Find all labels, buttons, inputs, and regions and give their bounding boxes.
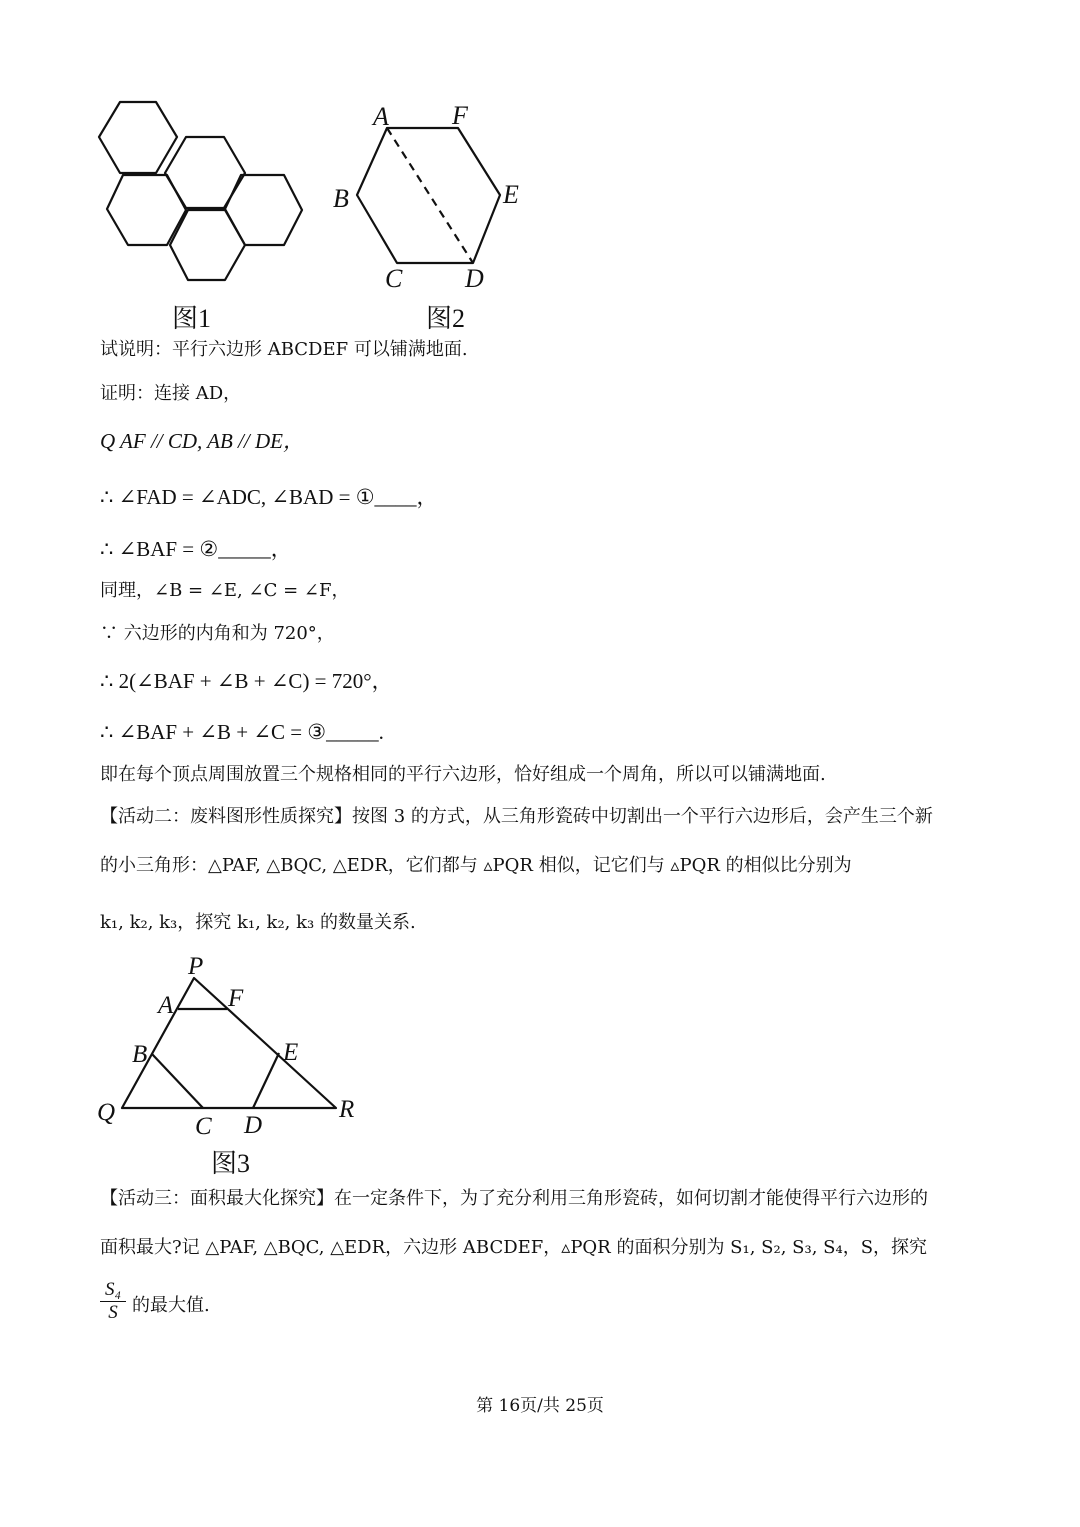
- label-r: R: [339, 1096, 355, 1123]
- label-d: D: [465, 264, 484, 293]
- segment-bc: [152, 1054, 203, 1108]
- label-c: C: [195, 1113, 212, 1140]
- figure-3-caption: 图3: [211, 1149, 251, 1178]
- figure-1-hexagon-tiling: [90, 95, 315, 290]
- text-line-1: 试说明：平行六边形 ABCDEF 可以铺满地面.: [100, 339, 468, 360]
- text-line-9: ∴ ∠BAF + ∠B + ∠C = ③_____.: [100, 720, 384, 744]
- label-d: D: [244, 1112, 263, 1139]
- text-line-2: 证明：连接 AD，: [100, 383, 242, 404]
- fraction-numerator: S₄: [104, 1279, 122, 1300]
- label-a: A: [158, 992, 174, 1019]
- text-line-10: 即在每个顶点周围放置三个规格相同的平行六边形，恰好组成一个周角，所以可以铺满地面.: [100, 764, 826, 785]
- hexagon-abcdef: [357, 128, 500, 263]
- label-a: A: [373, 102, 389, 131]
- text-line-16: 的最大值.: [132, 1295, 210, 1316]
- label-c: C: [385, 264, 403, 293]
- hexagon: [99, 102, 177, 173]
- label-f: F: [228, 985, 244, 1012]
- hexagon: [165, 137, 245, 208]
- label-q: Q: [97, 1099, 116, 1126]
- figure-1-caption: 图1: [172, 304, 212, 333]
- hexagon: [225, 175, 302, 245]
- text-line-11: 【活动二：废料图形性质探究】按图 3 的方式，从三角形瓷砖中切割出一个平行六边形后，会产生三个新: [100, 806, 933, 827]
- figure-2-caption: 图2: [426, 304, 466, 333]
- label-b: B: [132, 1041, 148, 1068]
- label-b: B: [333, 184, 349, 213]
- page-footer: 第 16页/共 25页: [476, 1396, 604, 1416]
- figure-3-triangle: [90, 950, 370, 1140]
- text-line-3: Q AF // CD, AB // DE，: [100, 429, 304, 453]
- hexagon: [107, 175, 186, 245]
- fraction-s4-over-s: [100, 1280, 126, 1323]
- figure-2-hexagon: [325, 95, 545, 295]
- text-line-14: 【活动三：面积最大化探究】在一定条件下，为了充分利用三角形瓷砖，如何切割才能使得平行六边形的: [100, 1188, 928, 1209]
- text-line-7: ∵ 六边形的内角和为 720°，: [100, 623, 335, 644]
- fraction-denominator: S: [108, 1302, 118, 1323]
- text-line-5: ∴ ∠BAF = ②_____，: [100, 537, 292, 561]
- label-e: E: [503, 180, 519, 209]
- label-e: E: [283, 1039, 299, 1066]
- text-line-6: 同理，∠B = ∠E, ∠C = ∠F，: [100, 580, 350, 601]
- text-line-4: ∴ ∠FAD = ∠ADC, ∠BAD = ①____，: [100, 485, 438, 509]
- text-line-13: k₁, k₂, k₃，探究 k₁, k₂, k₃ 的数量关系.: [100, 912, 416, 933]
- text-line-15: 面积最大?记 △PAF, △BQC, △EDR，六边形 ABCDEF，▵PQR 的面积分别为 S₁, S₂, S₃, S₄，S，探究: [100, 1237, 928, 1258]
- text-line-12: 的小三角形：△PAF, △BQC, △EDR，它们都与 ▵PQR 相似，记它们与 ▵PQR 的相似比分别为: [100, 855, 852, 876]
- label-f: F: [452, 101, 468, 130]
- text-line-8: ∴ 2(∠BAF + ∠B + ∠C) = 720°，: [100, 669, 393, 693]
- segment-de: [253, 1053, 279, 1108]
- label-p: P: [188, 953, 204, 980]
- diagonal-ad: [387, 128, 473, 263]
